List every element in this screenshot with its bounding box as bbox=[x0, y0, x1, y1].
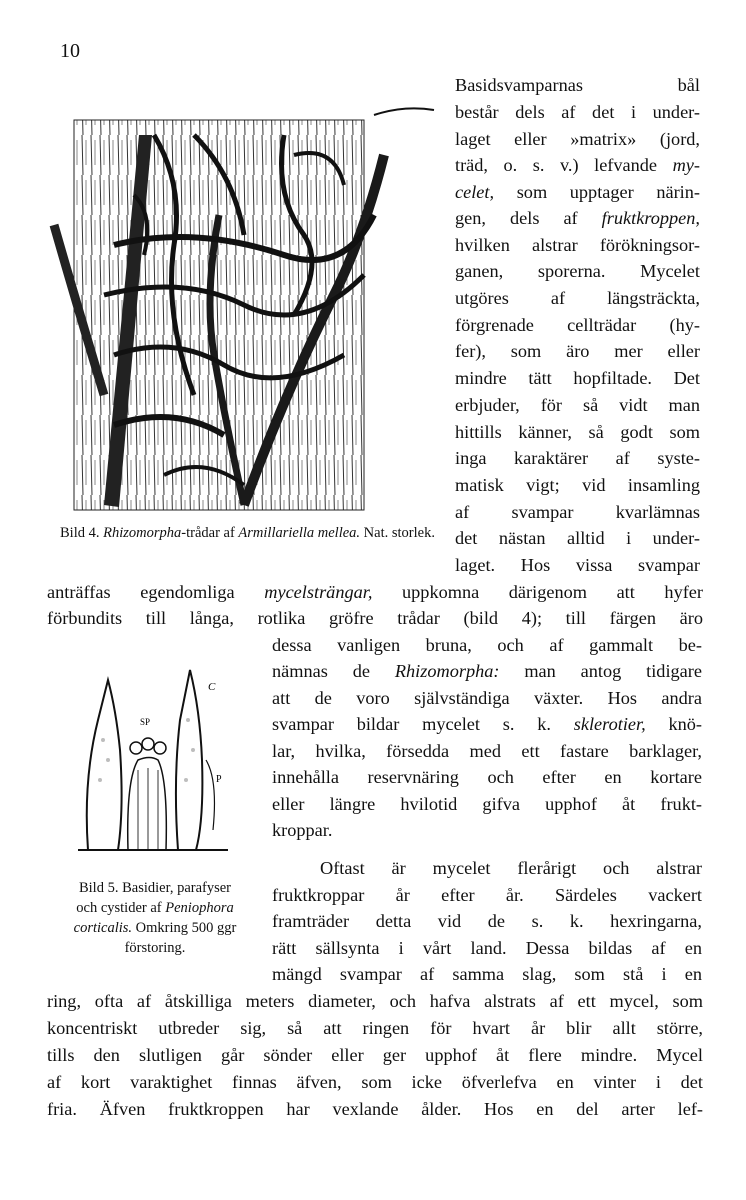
text-span: man antog tidigare bbox=[524, 661, 702, 681]
text-italic: Rhizomorpha: bbox=[394, 661, 500, 681]
text-italic: mycelsträngar, bbox=[264, 582, 373, 602]
text-line: fria. Äfven fruktkroppen har vexlande ålder. Hos en del arter lef- bbox=[47, 1099, 703, 1119]
text-line: att de voro självständiga växter. Hos andra bbox=[272, 688, 702, 708]
text-span: uppkomna därigenom att hyfer bbox=[402, 582, 704, 602]
text-italic: sklerotier, bbox=[573, 714, 646, 734]
text-line: framträder detta vid de s. k. hexringarna, bbox=[272, 911, 702, 931]
text-italic: my- bbox=[672, 155, 700, 175]
text-italic: celet, bbox=[455, 182, 495, 202]
page-number: 10 bbox=[60, 40, 80, 62]
text-line: rätt sällsynta i vårt land. Dessa bildas af en bbox=[272, 938, 702, 958]
text-line: af svampar kvarlämnas bbox=[455, 502, 700, 522]
text-span: gen, dels af bbox=[455, 208, 578, 228]
figure5-caption-line4: förstoring. bbox=[124, 940, 186, 956]
figure4-caption-italic-1: Rhizomorpha bbox=[103, 525, 182, 541]
text-line: lar, hvilka, försedda med ett fastare barklager, bbox=[272, 741, 702, 761]
text-span: anträffas egendomliga bbox=[47, 582, 235, 602]
text-line: förbundits till långa, rotlika gröfre trådar (bild 4); till färgen äro bbox=[47, 608, 703, 628]
figure5-caption-line3-italic: corticalis. bbox=[73, 920, 133, 936]
text-line: Oftast är mycelet flerårigt och alstrar bbox=[320, 858, 702, 878]
text-line: fer), som äro mer eller bbox=[455, 341, 700, 361]
label-sp: SP bbox=[140, 717, 151, 727]
figure5-caption-line2 bbox=[40, 898, 270, 918]
text-line: af kort varaktighet finnas äfven, som icke öfverlefva en vinter i det bbox=[47, 1072, 703, 1092]
figure4-caption-text-2: Nat. storlek. bbox=[363, 525, 435, 541]
text-line: ganen, sporerna. Mycelet bbox=[455, 261, 700, 281]
text-line bbox=[455, 180, 700, 206]
figure-rhizomorpha-illustration bbox=[44, 95, 444, 515]
text-line bbox=[272, 659, 702, 685]
text-line: Basidsvamparnas bål bbox=[455, 75, 700, 95]
label-c: C bbox=[208, 681, 216, 693]
text-span: träd, o. s. v.) lefvande bbox=[455, 155, 658, 175]
text-line bbox=[272, 712, 702, 738]
figure5-caption bbox=[40, 878, 270, 958]
figure5-caption-line2-pre: och cystider af bbox=[76, 900, 162, 916]
figure4-caption-label: Bild 4. bbox=[60, 525, 100, 541]
text-line: kroppar. bbox=[272, 820, 333, 840]
text-line bbox=[47, 580, 703, 606]
text-line: hittills känner, så godt som bbox=[455, 422, 700, 442]
text-line: tills den slutligen går sönder eller ger upphof åt flere mindre. Mycel bbox=[47, 1045, 703, 1065]
figure5-caption-line3-post: Omkring 500 ggr bbox=[135, 920, 237, 936]
text-line: erbjuder, för så vidt man bbox=[455, 395, 700, 415]
text-span: knö- bbox=[668, 714, 702, 734]
figure4-caption-italic-2: Armillariella mellea. bbox=[238, 525, 361, 541]
figure5-caption-line2-italic: Peniophora bbox=[165, 900, 234, 916]
text-line: matisk vigt; vid insamling bbox=[455, 475, 700, 495]
label-p: P bbox=[216, 774, 222, 785]
text-span: svampar bildar mycelet s. k. bbox=[272, 714, 551, 734]
text-line: koncentriskt utbreder sig, så att ringen för hvart år blir allt större, bbox=[47, 1018, 703, 1038]
text-line: innehålla reservnäring och efter en kortare bbox=[272, 767, 702, 787]
text-span: som upptager närin- bbox=[516, 182, 700, 202]
figure5-caption-line1: Bild 5. Basidier, parafyser bbox=[78, 880, 232, 896]
text-line: laget eller »matrix» (jord, bbox=[455, 129, 700, 149]
text-line: förgrenade cellträdar (hy- bbox=[455, 315, 700, 335]
text-line: mindre tätt hopfiltade. Det bbox=[455, 368, 700, 388]
text-line bbox=[455, 153, 700, 179]
text-span: nämnas de bbox=[272, 661, 370, 681]
text-line: laget. Hos vissa svampar bbox=[455, 555, 700, 575]
text-line: fruktkroppar år efter år. Särdeles vackert bbox=[272, 885, 702, 905]
text-line: mängd svampar af samma slag, som stå i en bbox=[272, 964, 702, 984]
text-line: eller längre hvilotid gifva upphof åt frukt- bbox=[272, 794, 702, 814]
text-line: det nästan alltid i under- bbox=[455, 528, 700, 548]
text-line: dessa vanligen bruna, och af gammalt be- bbox=[272, 635, 702, 655]
text-line bbox=[455, 206, 700, 232]
text-line: ring, ofta af åtskilliga meters diameter, och hafva alstrats af ett mycel, som bbox=[47, 991, 703, 1011]
text-line: utgöres af längsträckta, bbox=[455, 288, 700, 308]
figure4-caption bbox=[60, 523, 450, 543]
text-line: hvilken alstrar förökningsor- bbox=[455, 235, 700, 255]
text-italic: fruktkroppen, bbox=[601, 208, 700, 228]
figure-basidia-illustration bbox=[78, 660, 228, 860]
text-line: består dels af det i under- bbox=[455, 102, 700, 122]
figure4-caption-text-1: -trådar af bbox=[181, 525, 235, 541]
figure5-caption-line3 bbox=[40, 918, 270, 938]
text-line: inga karaktärer af syste- bbox=[455, 448, 700, 468]
